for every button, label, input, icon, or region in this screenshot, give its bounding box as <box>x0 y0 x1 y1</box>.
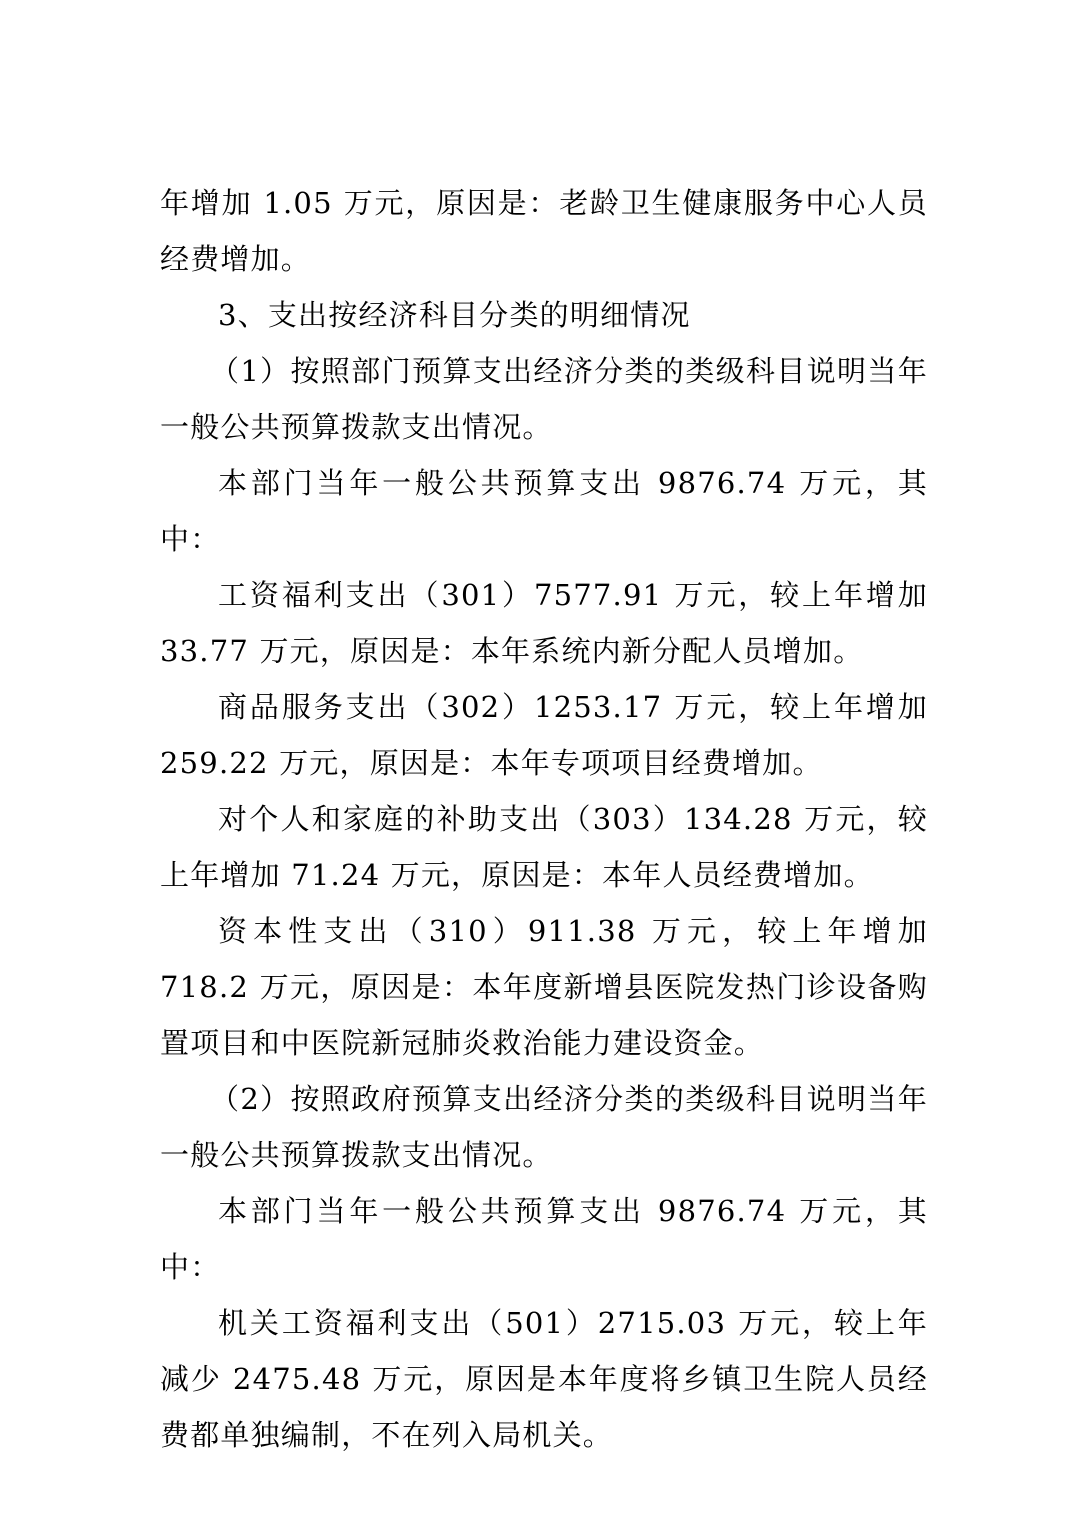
paragraph-total-dept: 本部门当年一般公共预算支出 9876.74 万元，其中： <box>160 466 928 556</box>
paragraph-total-gov: 本部门当年一般公共预算支出 9876.74 万元，其中： <box>160 1194 928 1284</box>
document-page <box>160 175 928 1463</box>
paragraph-item-301: 工资福利支出（301）7577.91 万元，较上年增加 33.77 万元，原因是：本年系统内新分配人员增加。 <box>160 578 928 668</box>
paragraph-item-303: 对个人和家庭的补助支出（303）134.28 万元，较上年增加 71.24 万元，原因是：本年人员经费增加。 <box>160 802 928 892</box>
subsection-heading-2: （2）按照政府预算支出经济分类的类级科目说明当年一般公共预算拨款支出情况。 <box>160 1082 928 1172</box>
section-heading-3: 3、支出按经济科目分类的明细情况 <box>218 298 691 332</box>
paragraph-continuation: 年增加 1.05 万元，原因是：老龄卫生健康服务中心人员经费增加。 <box>160 186 928 276</box>
paragraph-item-302: 商品服务支出（302）1253.17 万元，较上年增加 259.22 万元，原因是：本年专项项目经费增加。 <box>160 690 928 780</box>
paragraph-item-501: 机关工资福利支出（501）2715.03 万元，较上年减少 2475.48 万元，原因是本年度将乡镇卫生院人员经费都单独编制，不在列入局机关。 <box>160 1306 928 1452</box>
subsection-heading-1: （1）按照部门预算支出经济分类的类级科目说明当年一般公共预算拨款支出情况。 <box>160 354 928 444</box>
paragraph-item-310: 资本性支出（310）911.38 万元，较上年增加 718.2 万元，原因是：本年度新增县医院发热门诊设备购置项目和中医院新冠肺炎救治能力建设资金。 <box>160 914 928 1060</box>
